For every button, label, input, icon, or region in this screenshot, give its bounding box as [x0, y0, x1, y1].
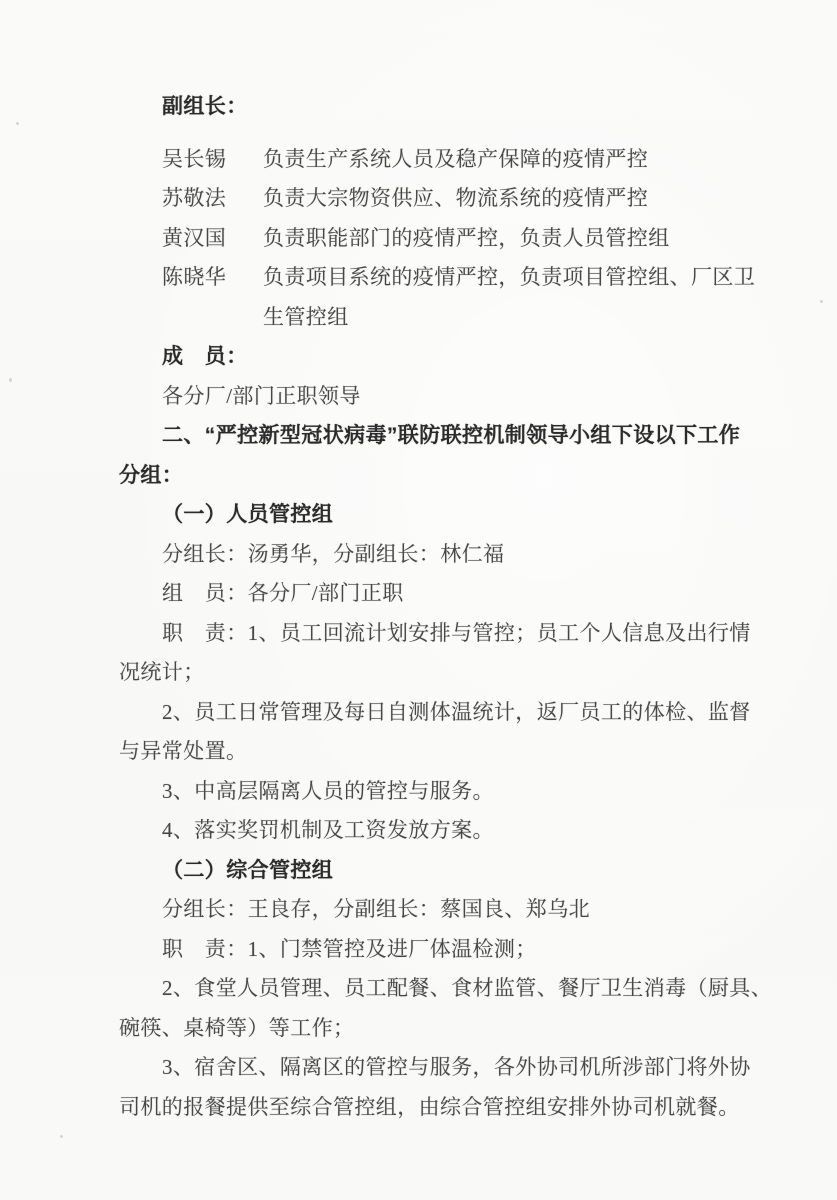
deputy-duty: 负责职能部门的疫情严控，负责人员管控组: [263, 225, 670, 250]
group1-leaders: 分组长：汤勇华，分副组长：林仁福: [162, 541, 505, 566]
scan-speck: [820, 300, 823, 303]
group2-leaders: 分组长：王良存，分副组长：蔡国良、郑乌北: [162, 897, 590, 921]
group1-members: 组 员：各分厂/部门正职: [162, 581, 404, 605]
deputy-row: [119, 179, 739, 219]
group2-duty2-line2: 碗筷、桌椅等）等工作；: [119, 1015, 355, 1040]
deputy-duty: 负责大宗物资供应、物流系统的疫情严控: [263, 186, 649, 210]
deputy-duty: 负责项目系统的疫情严控，负责项目管控组、厂区卫: [263, 265, 756, 289]
members-text: 各分厂/部门正职领导: [162, 383, 361, 408]
deputy-duty-continuation: 生管控组: [263, 304, 349, 329]
deputy-row: [119, 219, 739, 259]
section2-heading-line2: 分组：: [119, 463, 184, 487]
scan-speck: [16, 122, 19, 125]
deputy-leader-heading: 副组长：: [162, 95, 248, 118]
group2-duty3-line1: 3、宿舍区、隔离区的管控与服务，各外协司机所涉部门将外协: [162, 1055, 751, 1079]
group1-duty3: 3、中高层隔离人员的管控与服务。: [162, 778, 494, 803]
group1-duty1-line1: 职 责：1、员工回流计划安排与管控；员工个人信息及出行情: [162, 620, 751, 645]
group1-duty2-line2: 与异常处置。: [119, 739, 248, 763]
group2-title: （二）综合管控组: [162, 858, 334, 882]
group1-duty1-line2: 况统计；: [119, 660, 205, 684]
group2-duty3-line2: 司机的报餐提供至综合管控组，由综合管控组安排外协司机就餐。: [119, 1094, 740, 1119]
deputy-row: [119, 258, 756, 298]
group1-duty4: 4、落实奖罚机制及工资发放方案。: [162, 818, 494, 842]
scan-speck: [60, 1135, 63, 1138]
group2-duty2-line1: 2、食堂人员管理、员工配餐、食材监管、餐厅卫生消毒（厨具、: [162, 976, 773, 1000]
members-heading: 成 员：: [162, 345, 248, 368]
deputy-duty: 负责生产系统人员及稳产保障的疫情严控: [263, 146, 649, 171]
scan-speck: [9, 378, 12, 382]
deputy-name: 吴长锡: [162, 146, 227, 171]
document-body: [119, 87, 773, 1127]
group1-title: （一）人员管控组: [162, 503, 334, 526]
section2-heading-line1: 二、“严控新型冠状病毒”联防联控机制领导小组下设以下工作: [162, 424, 741, 447]
group1-duty2-line1: 2、员工日常管理及每日自测体温统计，返厂员工的体检、监督: [162, 699, 751, 724]
deputy-name: 陈晓华: [162, 265, 227, 289]
deputy-row: [119, 140, 739, 180]
deputy-name: 苏敬法: [162, 186, 227, 210]
group2-duty1: 职 责：1、门禁管控及进厂体温检测；: [162, 936, 537, 961]
deputy-name: 黄汉国: [162, 225, 227, 250]
